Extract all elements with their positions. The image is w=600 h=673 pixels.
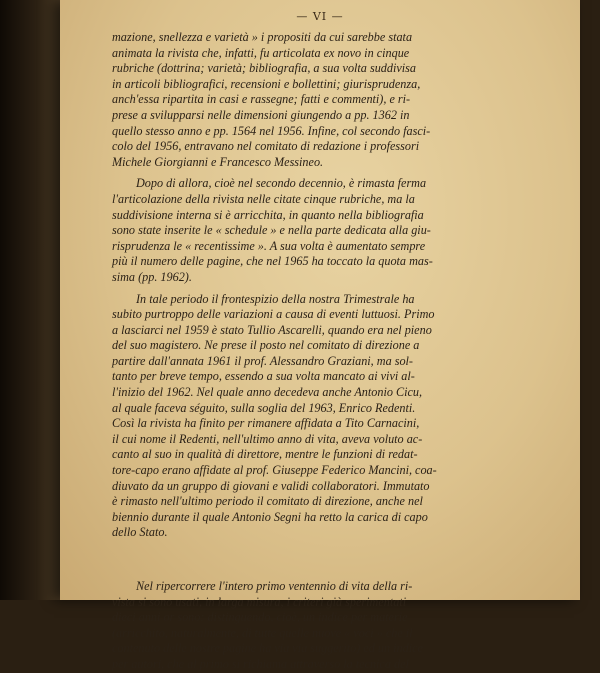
line: l'articolazione della rivista nelle citate cinque rubriche, ma la — [112, 191, 415, 206]
line: vista si sono usati, in larga misura, i criteri già sperimentati — [112, 594, 407, 609]
line: tore-capo erano affidate al prof. Giuseppe Federico Mancini, coa- — [112, 463, 437, 478]
line: del suo magistero. Ne prese il posto nel comitato di direzione a — [112, 338, 420, 353]
line: tanto per breve tempo, essendo a sua volta mancato ai vivi al- — [112, 369, 415, 384]
line: anch'essa ripartita in casi e rassegne; fatti e commenti), e ri- — [112, 92, 411, 107]
line: a lasciarci nel 1959 è stato Tullio Ascarelli, quando era nel pieno — [112, 322, 432, 337]
line: (arricchito, naturalmente, di tutte quelle nuove « voci » che il — [112, 625, 413, 640]
line: sima (pp. 1962). — [112, 269, 192, 284]
line: Dopo di allora, cioè nel secondo decennio, è rimasta ferma — [136, 176, 427, 191]
line: più il numero delle pagine, che nel 1965 ha toccato la quota mas- — [112, 254, 433, 269]
line: per autori, che al primo si richiama attraverso la tecnica del — [112, 656, 409, 671]
page-number-header: — VI — — [296, 10, 344, 23]
line: Michele Giorgianni e Francesco Messineo. — [112, 154, 324, 169]
line: al quale faceva séguito, sulla soglia del 1963, Enrico Redenti. — [112, 400, 416, 415]
line: biennio durante il quale Antonio Segni ha retto la carica di capo — [112, 509, 428, 524]
line: rubriche (dottrina; varietà; bibliografia, a sua volta suddivisa — [112, 61, 416, 76]
section-gap — [112, 541, 540, 579]
line: contenuto delle nostre pagine ha via via suggerito) ed un indice — [112, 641, 423, 656]
line: partire dall'annata 1961 il prof. Alessandro Graziani, ma sol- — [112, 353, 413, 368]
line: Così la rivista ha finito per rimanere affidata a Tito Carnacini, — [112, 416, 420, 431]
line: sono state inserite le « schedule » e nella parte dedicata alla giu- — [112, 223, 431, 238]
book-page — [60, 0, 580, 671]
line: l'inizio del 1962. Nel quale anno decedeva anche Antonio Cicu, — [112, 385, 423, 400]
line: in articoli bibliografici, recensioni e bollettini; giurisprudenza, — [112, 76, 421, 91]
line: prese a svilupparsi nelle dimensioni giungendo a pp. 1362 in — [112, 107, 410, 122]
line: Nel ripercorrere l'intero primo ventennio di vita della ri- — [136, 579, 413, 593]
line: diuvato da un gruppo di giovani e validi collaboratori. Immutato — [112, 478, 430, 493]
line: In tale periodo il frontespizio della nostra Trimestrale ha — [136, 291, 415, 306]
line: canto al suo in qualità di direttore, mentre le funzioni di redat- — [112, 447, 418, 462]
line: risprudenza le « recentissime ». A sua volta è aumentato sempre — [112, 238, 426, 253]
line: quello stesso anno e pp. 1564 nel 1956. Infine, col secondo fasci- — [112, 123, 431, 138]
line: il cui nome il Redenti, nell'ultimo anno di vita, aveva voluto ac- — [112, 431, 423, 446]
line: colo del 1956, entravano nel comitato di redazione i professori — [112, 139, 420, 154]
line: subito purtroppo delle variazioni a causa di eventi luttuosi. Primo — [112, 307, 435, 322]
line: animata la rivista che, infatti, fu articolata ex novo in cinque — [112, 45, 410, 60]
line: è rimasto nell'ultimo periodo il comitato di direzione, anche nel — [112, 494, 423, 509]
body-text — [112, 30, 540, 673]
line: suddivisione interna si è arricchita, in quanto nella bibliografia — [112, 207, 424, 222]
line: dieci anni or sono: distinguendo, cioè, un indice per materie — [112, 610, 408, 625]
line: dello Stato. — [112, 525, 168, 540]
book-gutter-shadow — [0, 0, 60, 600]
line: mazione, snellezza e varietà » i propositi da cui sarebbe stata — [112, 30, 413, 44]
